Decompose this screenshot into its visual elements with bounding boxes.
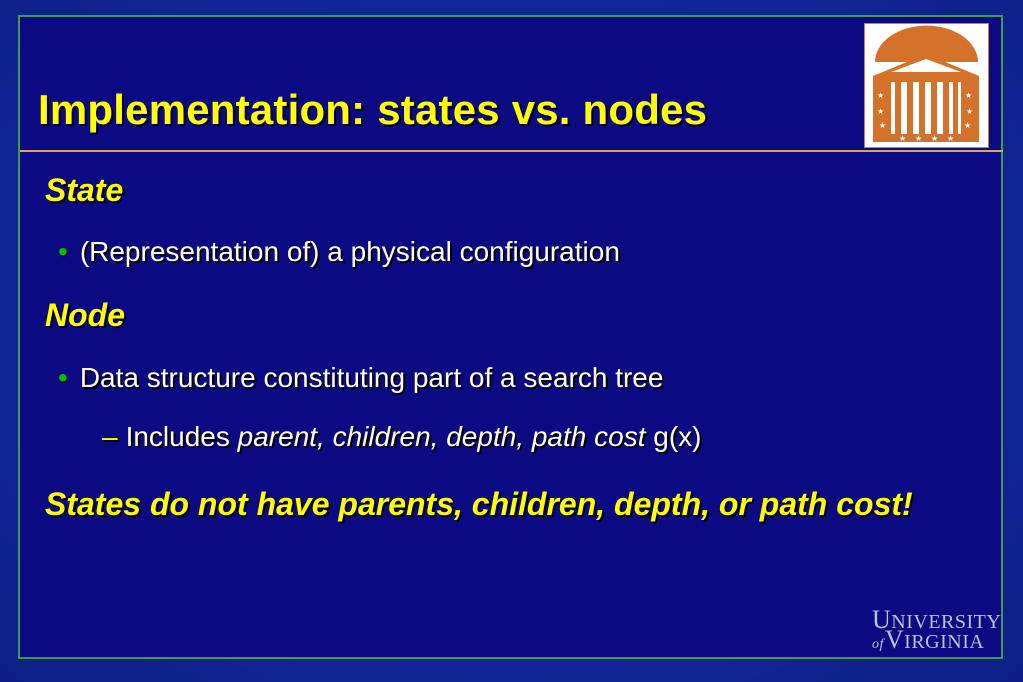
bullet-icon: • bbox=[58, 362, 68, 393]
svg-text:★: ★ bbox=[879, 121, 887, 130]
wordmark-of: of bbox=[872, 637, 884, 652]
dash-icon: – bbox=[102, 421, 118, 452]
state-heading: State bbox=[45, 172, 124, 208]
svg-text:★: ★ bbox=[965, 91, 973, 100]
title-divider bbox=[20, 150, 1003, 152]
university-wordmark bbox=[872, 605, 1002, 654]
svg-text:★: ★ bbox=[877, 107, 885, 116]
svg-text:★: ★ bbox=[966, 107, 974, 116]
subbullet-suffix: g(x) bbox=[645, 421, 702, 452]
node-bullet-text: Data structure constituting part of a search tree bbox=[79, 362, 664, 393]
svg-text:★: ★ bbox=[877, 91, 885, 100]
node-heading: Node bbox=[45, 297, 125, 333]
node-bullet-item bbox=[58, 362, 663, 394]
wordmark-university: NIVERSITY bbox=[891, 611, 1002, 633]
node-subbullet-item bbox=[102, 421, 701, 453]
svg-text:★: ★ bbox=[964, 121, 972, 130]
wordmark-virginia: IRGINIA bbox=[904, 631, 985, 653]
svg-text:★: ★ bbox=[915, 134, 923, 143]
state-bullet-item bbox=[58, 236, 620, 268]
subbullet-italic: parent, children, depth, path cost bbox=[237, 421, 646, 452]
conclusion-text: States do not have parents, children, depth, or path cost! bbox=[45, 486, 913, 522]
rotunda-logo-icon bbox=[864, 23, 989, 148]
slide-title: Implementation: states vs. nodes bbox=[38, 86, 708, 133]
svg-text:★: ★ bbox=[931, 134, 939, 143]
wordmark-initial-u: U bbox=[872, 605, 892, 634]
wordmark-initial-v: V bbox=[884, 625, 905, 654]
svg-text:★: ★ bbox=[899, 134, 907, 143]
subbullet-prefix: Includes bbox=[125, 421, 238, 452]
bullet-icon: • bbox=[58, 236, 68, 267]
svg-text:★: ★ bbox=[947, 134, 955, 143]
state-bullet-text: (Representation of) a physical configuration bbox=[79, 236, 620, 267]
